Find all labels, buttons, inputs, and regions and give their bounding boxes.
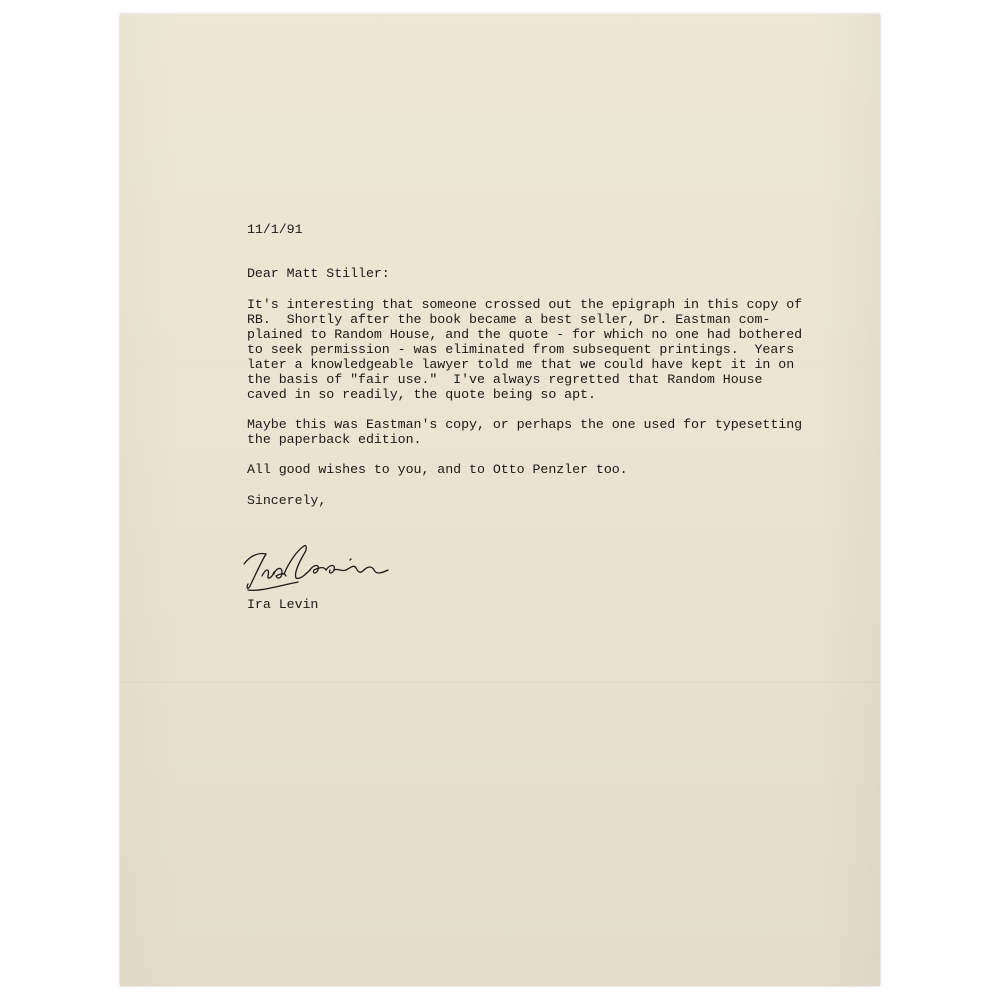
letter-paragraph-3: All good wishes to you, and to Otto Penzler too. bbox=[247, 462, 628, 477]
letter-salutation: Dear Matt Stiller: bbox=[247, 266, 390, 281]
paper-fold-crease bbox=[120, 682, 880, 684]
signer-name: Ira Levin bbox=[247, 597, 319, 612]
letter-date: 11/1/91 bbox=[247, 222, 303, 237]
letter-closing: Sincerely, bbox=[247, 493, 327, 508]
letter-paragraph-1: It's interesting that someone crossed out the epigraph in this copy of RB. Shortly after the book became a best seller, Dr. Eastman com- plained to Random House, and the quote - for which no one had bothered to seek permission - was eliminated from subsequent printings. Years later a knowledgeable lawyer told me that we could have kept it in on the basis of "fair use." I've always regretted that Random House caved in so readily, the quote being so apt. bbox=[247, 297, 803, 402]
letter-paragraph-2: Maybe this was Eastman's copy, or perhaps the one used for typesetting the paperback edition. bbox=[247, 417, 803, 447]
letter-paper bbox=[120, 14, 880, 986]
handwritten-signature bbox=[238, 534, 398, 600]
